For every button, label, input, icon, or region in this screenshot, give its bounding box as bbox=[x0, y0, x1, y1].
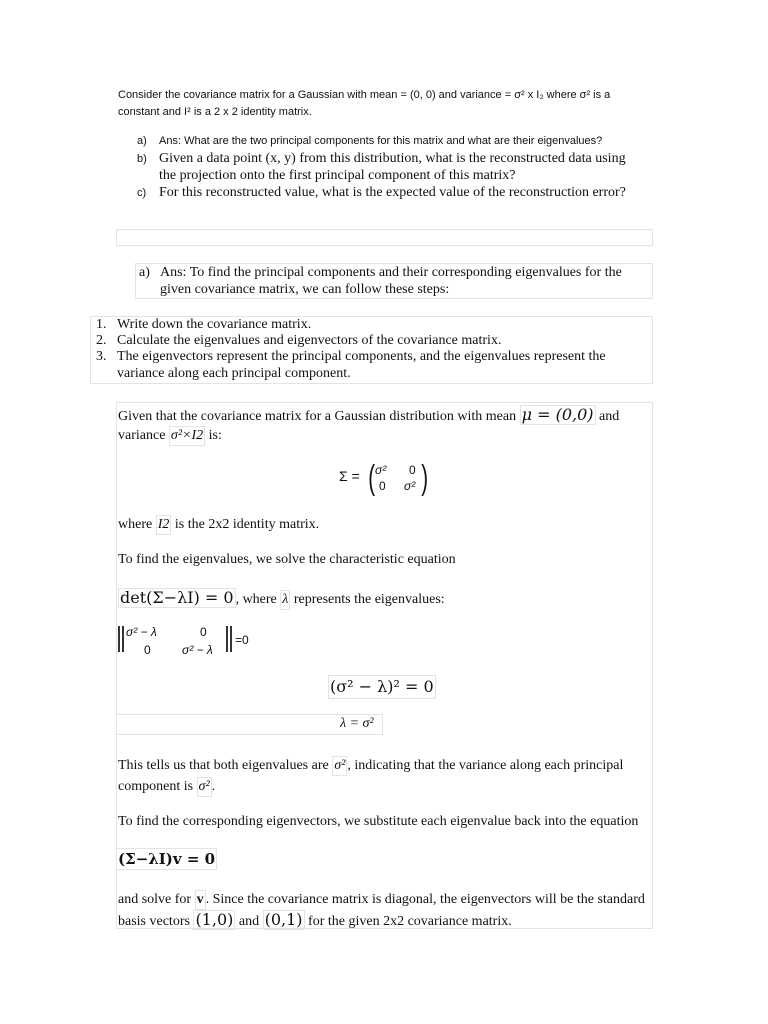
step-number: 3. bbox=[96, 349, 107, 364]
determinant-matrix bbox=[118, 624, 268, 658]
solve-and: and bbox=[238, 914, 260, 929]
tells-line2 bbox=[118, 777, 215, 797]
solve-text: and solve for bbox=[118, 892, 192, 907]
where-rest: is the 2x2 identity matrix. bbox=[174, 517, 320, 532]
basis-vector-1: (1,0) bbox=[195, 910, 234, 929]
det-bar-left2 bbox=[122, 626, 124, 652]
det-line bbox=[118, 588, 445, 610]
matrix-cell: 0 bbox=[409, 463, 416, 477]
tells-text: This tells us that both eigenvalues are bbox=[118, 758, 329, 773]
question-item-a bbox=[137, 133, 677, 150]
sigma-matrix bbox=[339, 459, 439, 497]
basis-vector-2: (0,1) bbox=[264, 910, 303, 929]
variance-line bbox=[118, 426, 222, 446]
right-paren: ) bbox=[421, 459, 429, 497]
step-text: The eigenvectors represent the principal components, and the eigenvalues represent the bbox=[117, 349, 606, 364]
det-cell: 0 bbox=[144, 643, 151, 657]
answer-line2: given covariance matrix, we can follow these steps: bbox=[160, 282, 450, 297]
question-intro bbox=[118, 87, 658, 121]
det-bar-right1 bbox=[226, 626, 228, 652]
lambda-symbol: λ bbox=[280, 590, 290, 610]
step-text: Write down the covariance matrix. bbox=[117, 317, 312, 332]
det-bar-right2 bbox=[230, 626, 232, 652]
det-bar-left1 bbox=[118, 626, 120, 652]
step-number: 2. bbox=[96, 333, 107, 348]
variance-is: is: bbox=[208, 428, 222, 443]
steps-list bbox=[96, 316, 651, 382]
det-cell: σ² − λ bbox=[126, 625, 157, 639]
answer-intro bbox=[139, 264, 649, 297]
question-item-marker: b) bbox=[137, 153, 147, 165]
list-item bbox=[96, 348, 651, 382]
lambda-equation: λ = σ² bbox=[340, 716, 374, 731]
answer-line1: Ans: To find the principal components and their corresponding eigenvalues for the bbox=[160, 265, 622, 280]
tells-text: component is bbox=[118, 779, 194, 794]
sigma-lhs: Σ = bbox=[339, 468, 360, 484]
solve-line1 bbox=[118, 890, 645, 910]
question-item-b bbox=[137, 150, 657, 183]
tells-line1 bbox=[118, 756, 623, 776]
where-word: where bbox=[118, 517, 153, 532]
solve-text: for the given 2x2 covariance matrix. bbox=[308, 914, 512, 929]
matrix-cell: σ² bbox=[404, 479, 416, 493]
det-equals: =0 bbox=[235, 633, 249, 647]
sigma-squared: σ² bbox=[332, 756, 347, 776]
list-item bbox=[96, 332, 651, 348]
characteristic-equation: (σ² − λ)² = 0 bbox=[328, 675, 436, 699]
list-item bbox=[96, 316, 651, 332]
det-expression: det(Σ−λI) = 0 bbox=[120, 588, 234, 607]
vector-v: v bbox=[195, 890, 206, 910]
matrix-cell: 0 bbox=[379, 479, 386, 493]
det-rest: , where bbox=[235, 592, 277, 607]
question-item-text: Ans: What are the two principal components for this matrix and what are their eigenvalues? bbox=[159, 135, 603, 147]
given-paragraph bbox=[118, 405, 648, 426]
step-number: 1. bbox=[96, 317, 107, 332]
question-intro-line2: constant and I² is a 2 x 2 identity matrix. bbox=[118, 106, 312, 118]
given-and: and bbox=[599, 409, 620, 424]
solve-line2 bbox=[118, 910, 512, 931]
answer-marker: a) bbox=[139, 265, 150, 280]
tells-text: . bbox=[211, 779, 216, 794]
empty-text-box bbox=[116, 229, 653, 246]
question-item-text: For this reconstructed value, what is the expected value of the reconstruction error? bbox=[159, 185, 626, 200]
solve-text: . Since the covariance matrix is diagonal, the eigenvectors will be the standard bbox=[205, 892, 645, 907]
question-intro-line1: Consider the covariance matrix for a Gaussian with mean = (0, 0) and variance = σ² x I₂ where σ² is a bbox=[118, 89, 611, 101]
det-cell: σ² − λ bbox=[182, 643, 213, 657]
matrix-cell: σ² bbox=[375, 463, 387, 477]
question-item-marker: a) bbox=[137, 135, 147, 147]
variance-word: variance bbox=[118, 428, 166, 443]
question-item-text: Given a data point (x, y) from this distribution, what is the reconstructed data using bbox=[159, 151, 626, 166]
solve-text: basis vectors bbox=[118, 914, 190, 929]
left-paren: ( bbox=[368, 459, 376, 497]
question-item-text-cont: the projection onto the first principal component of this matrix? bbox=[159, 168, 516, 183]
find-eigenvalues-line: To find the eigenvalues, we solve the characteristic equation bbox=[118, 552, 456, 567]
mean-expression: μ = (0,0) bbox=[521, 405, 594, 424]
sigma-squared: σ² bbox=[197, 777, 212, 797]
tells-text: , indicating that the variance along each principal bbox=[347, 758, 624, 773]
question-item-marker: c) bbox=[137, 187, 147, 199]
given-text: Given that the covariance matrix for a Gaussian distribution with mean bbox=[118, 409, 517, 424]
step-text: Calculate the eigenvalues and eigenvectors of the covariance matrix. bbox=[117, 333, 502, 348]
variance-expression: σ²×I2 bbox=[169, 426, 205, 446]
step-text-cont: variance along each principal component. bbox=[117, 366, 351, 381]
eigenvector-line: To find the corresponding eigenvectors, we substitute each eigenvalue back into the equation bbox=[118, 814, 639, 829]
det-cell: 0 bbox=[200, 625, 207, 639]
where-line bbox=[118, 515, 319, 535]
question-item-c bbox=[137, 184, 657, 202]
eigenvector-equation: (Σ−λI)v = 0 bbox=[118, 850, 216, 868]
identity-symbol: I2 bbox=[156, 515, 172, 535]
det-rest2: represents the eigenvalues: bbox=[293, 592, 445, 607]
